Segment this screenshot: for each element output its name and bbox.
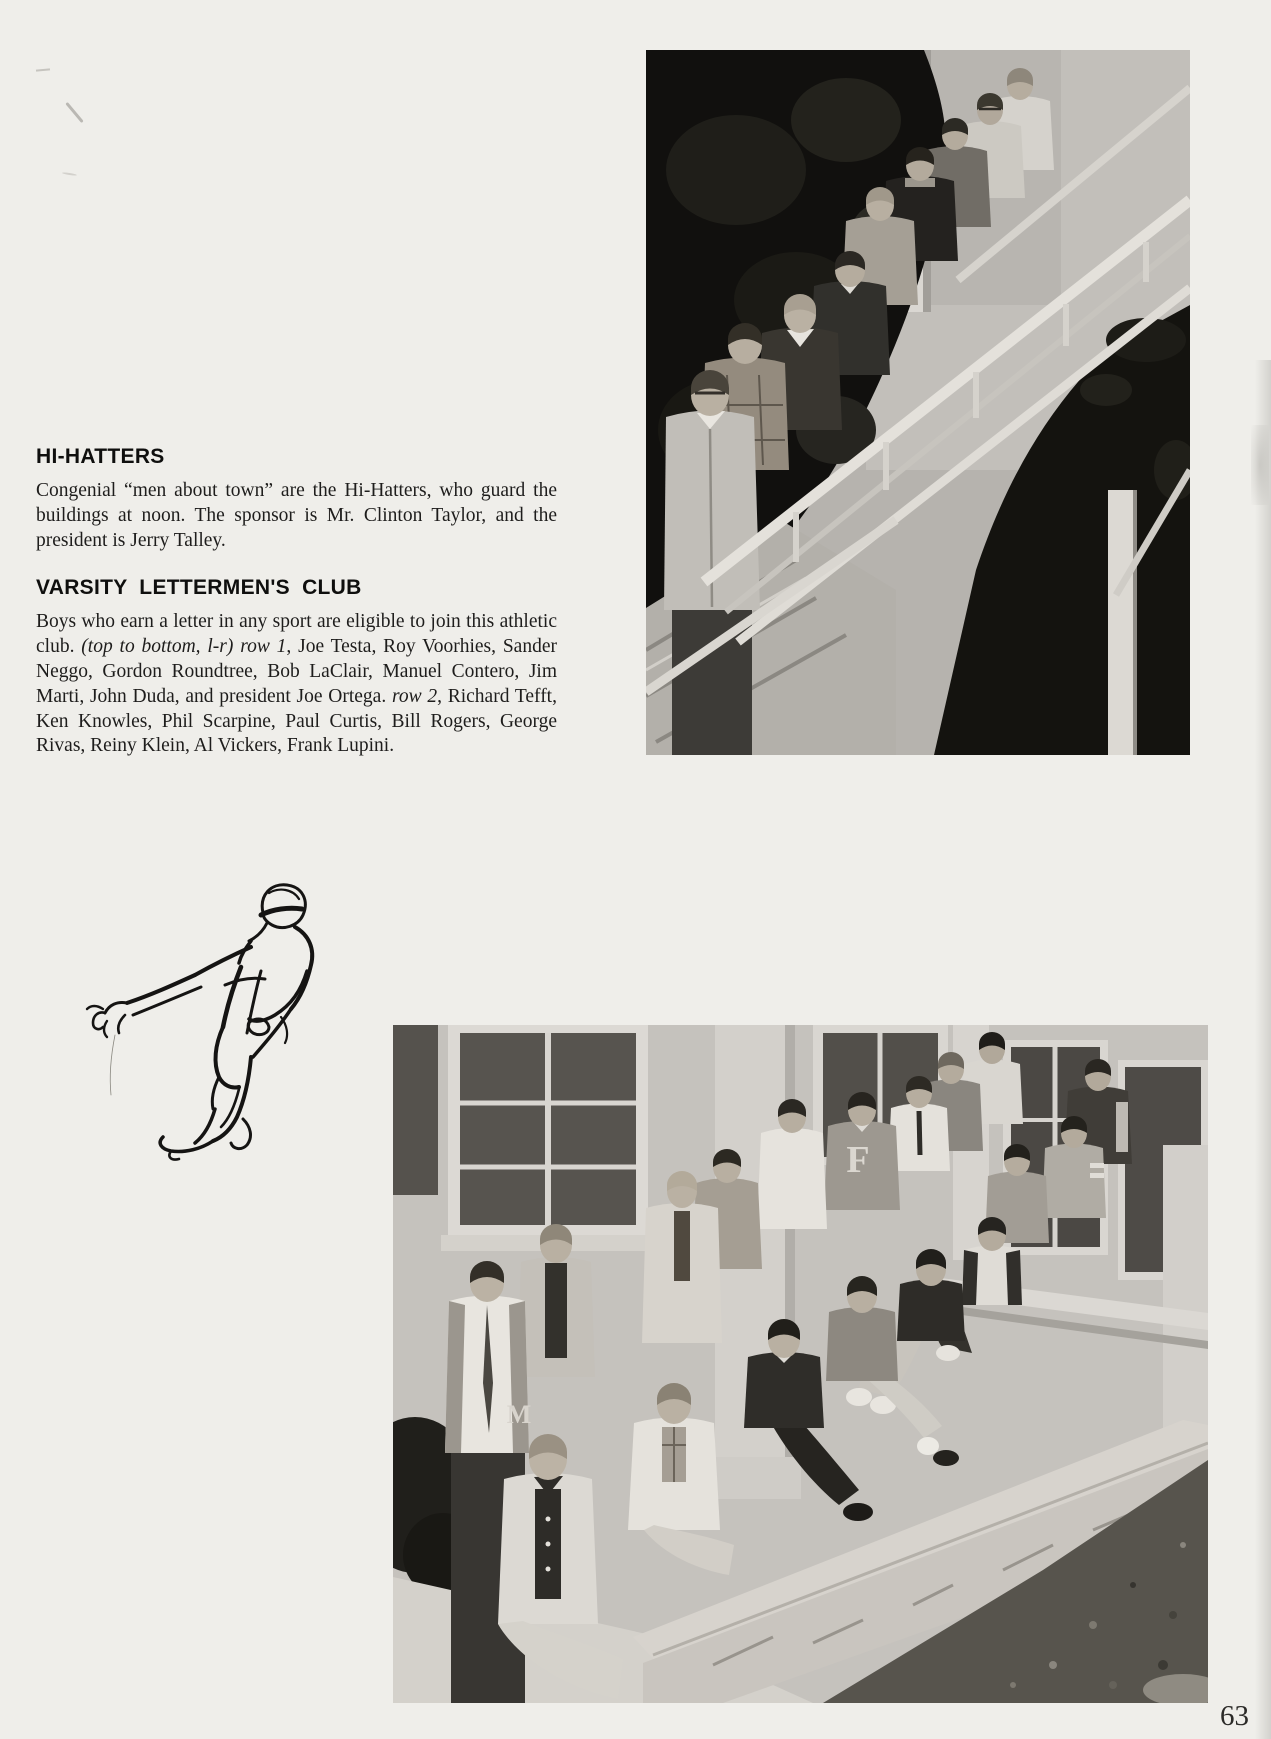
scan-mark	[36, 68, 50, 71]
varsity-lettermens-paragraph: Boys who earn a letter in any sport are eligible to join this athletic club. (top to bottom, l-r) row 1, Joe Testa, Roy Voorhies, Sander Neggo, Gordon Roundtree, Bob LaClair, Manuel Contero, Jim Marti, John Duda, and president Joe Ortega. row 2, Richard Tefft, Ken Knowles, Phil Scarpine, Paul Curtis, Bill Rogers, George Rivas, Reiny Klein, Al Vickers, Frank Lupini.	[36, 611, 557, 757]
scan-smudge	[1251, 425, 1269, 505]
scan-mark	[65, 102, 83, 123]
hi-hatters-paragraph: Congenial “men about town” are the Hi-Hatters, who guard the buildings at noon. The sponsor is Mr. Clinton Taylor, and the president is Jerry Talley.	[36, 480, 557, 551]
ink-figure-sketch	[55, 875, 325, 1170]
sweater-letter-m: M	[506, 1400, 532, 1429]
sketch-strokes	[87, 885, 312, 1160]
hi-hatters-heading: HI-HATTERS	[36, 445, 165, 468]
page-number: 63	[1220, 1700, 1249, 1732]
page-gutter-shadow	[1255, 360, 1271, 1739]
caption-text-column	[36, 446, 557, 783]
varsity-lettermens-heading: VARSITY LETTERMEN'S CLUB	[36, 576, 362, 600]
lettermen-group-photo	[393, 1025, 1208, 1703]
boy-figure-front	[664, 370, 760, 755]
scan-mark	[62, 172, 77, 176]
staircase-group-photo	[646, 50, 1190, 755]
sweater-letter-f: F	[846, 1139, 870, 1181]
